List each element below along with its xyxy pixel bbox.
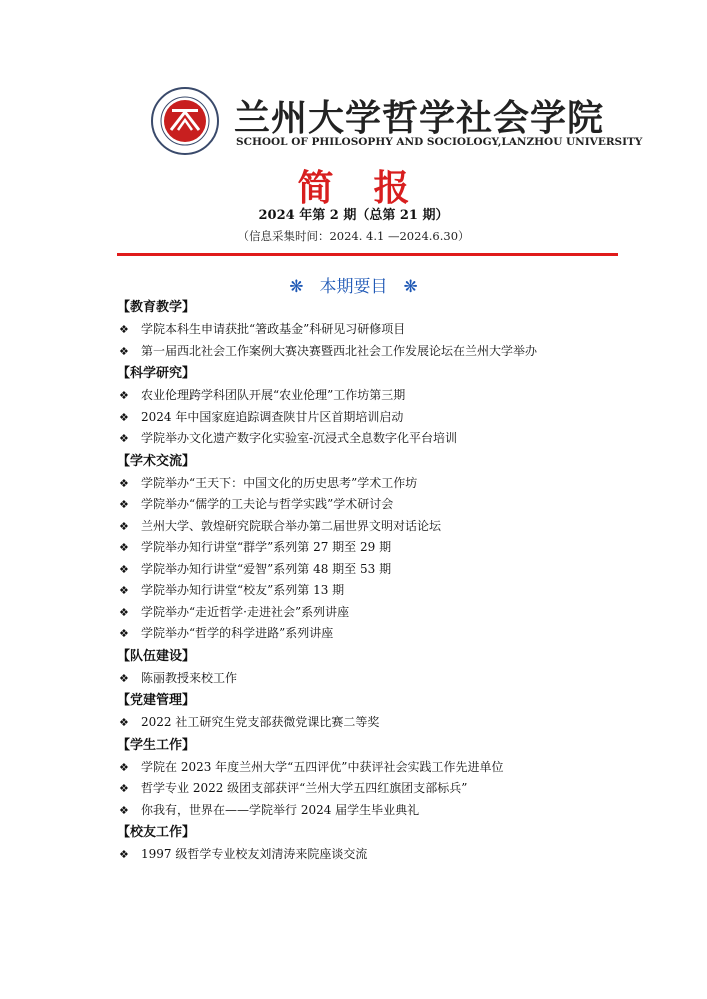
section-title: 【学术交流】 <box>117 453 196 469</box>
diamond-bullet-icon: ❖ <box>119 627 129 640</box>
list-item-text: 学院举办知行讲堂“群学”系列第 27 期至 29 期 <box>141 540 392 554</box>
list-item-text: 学院举办“王天下：中国文化的历史思考”学术工作坊 <box>141 475 418 490</box>
diamond-bullet-icon: ❖ <box>119 671 129 685</box>
list-item <box>117 537 637 559</box>
diamond-bullet-icon: ❖ <box>119 782 129 795</box>
list-item-text: 学院举办“哲学的科学进路”系列讲座 <box>141 626 334 640</box>
list-item-text: 2022 社工研究生党支部获微党课比赛二等奖 <box>141 715 380 729</box>
list-item-text: 学院本科生申请获批“箸政基金”科研见习研修项目 <box>141 322 406 336</box>
list-item <box>117 494 637 516</box>
list-item-text: 第一届西北社会工作案例大赛决赛暨西北社会工作发展论坛在兰州大学举办 <box>141 343 538 358</box>
list-item-text: 哲学专业 2022 级团支部获评“兰州大学五四红旗团支部标兵” <box>141 781 468 795</box>
diamond-bullet-icon: ❖ <box>119 498 129 511</box>
list-item <box>117 712 637 734</box>
section-title: 【教育教学】 <box>117 300 196 315</box>
diamond-bullet-icon: ❖ <box>119 584 129 597</box>
list-item <box>117 385 637 407</box>
section-title: 【校友工作】 <box>117 825 196 840</box>
toc-heading-text: 本期要目 <box>319 277 388 297</box>
diamond-bullet-icon: ❖ <box>119 323 129 336</box>
brief-title: 简报 <box>297 167 450 209</box>
list-item <box>117 580 637 602</box>
diamond-bullet-icon: ❖ <box>119 476 129 490</box>
list-item <box>117 668 637 690</box>
asterisk-icon: ❋ <box>403 277 418 297</box>
list-item <box>117 778 637 800</box>
diamond-bullet-icon: ❖ <box>119 803 129 817</box>
list-item-text: 农业伦理跨学科团队开展“农业伦理”工作坊第三期 <box>141 388 406 402</box>
list-item-text: 兰州大学、敦煌研究院联合举办第二届世界文明对话论坛 <box>141 518 442 533</box>
diamond-bullet-icon: ❖ <box>119 541 129 554</box>
section-title: 【队伍建设】 <box>117 648 196 664</box>
diamond-bullet-icon: ❖ <box>119 562 129 576</box>
section-title: 【学生工作】 <box>117 737 196 753</box>
diamond-bullet-icon: ❖ <box>119 432 129 445</box>
diamond-bullet-icon: ❖ <box>119 389 129 402</box>
list-item-text: 学院举办文化遗产数字化实验室-沉浸式全息数字化平台培训 <box>141 431 458 445</box>
toc-heading <box>0 272 707 297</box>
list-item <box>117 428 637 450</box>
list-item <box>117 473 637 495</box>
diamond-bullet-icon: ❖ <box>119 410 129 424</box>
diamond-bullet-icon: ❖ <box>119 344 129 358</box>
list-item <box>117 319 637 341</box>
school-name-english: SCHOOL OF PHILOSOPHY AND SOCIOLOGY,LANZHOU UNIVERSITY <box>236 136 643 148</box>
list-item <box>117 341 637 363</box>
list-item-text: 学院在 2023 年度兰州大学“五四评优”中获评社会实践工作先进单位 <box>141 759 504 774</box>
masthead <box>150 86 643 158</box>
school-logo <box>150 86 220 156</box>
list-item-text: 陈丽教授来校工作 <box>141 670 238 685</box>
list-item-text: 学院举办知行讲堂“校友”系列第 13 期 <box>141 583 345 597</box>
collection-period: （信息采集时间：2024. 4.1 —2024.6.30） <box>237 229 470 243</box>
list-item <box>117 800 637 822</box>
section-title: 【党建管理】 <box>117 693 196 708</box>
diamond-bullet-icon: ❖ <box>119 519 129 533</box>
diamond-bullet-icon: ❖ <box>119 716 129 729</box>
diamond-bullet-icon: ❖ <box>119 848 129 861</box>
list-item <box>117 516 637 538</box>
asterisk-icon: ❋ <box>289 277 304 297</box>
list-item <box>117 623 637 645</box>
list-item-text: 学院举办“儒学的工夫论与哲学实践”学术研讨会 <box>141 497 394 511</box>
list-item <box>117 602 637 624</box>
list-item <box>117 844 637 866</box>
diamond-bullet-icon: ❖ <box>119 760 129 774</box>
issue-number: 2024 年第 2 期（总第 21 期） <box>258 208 449 223</box>
list-item-text: 学院举办知行讲堂“爱智”系列第 48 期至 53 期 <box>141 561 392 576</box>
section-title: 【科学研究】 <box>117 366 196 381</box>
red-divider <box>117 253 618 256</box>
list-item <box>117 407 637 429</box>
list-item-text: 2024 年中国家庭追踪调查陕甘片区首期培训启动 <box>141 409 404 424</box>
list-item-text: 1997 级哲学专业校友刘清涛来院座谈交流 <box>141 847 368 861</box>
list-item-text: 你我有，世界在——学院举行 2024 届学生毕业典礼 <box>141 802 420 817</box>
list-item <box>117 559 637 581</box>
list-item <box>117 757 637 779</box>
diamond-bullet-icon: ❖ <box>119 605 129 619</box>
toc-list <box>117 296 637 866</box>
list-item-text: 学院举办“走近哲学·走进社会”系列讲座 <box>141 604 350 619</box>
school-name-chinese: 兰州大学哲学社会学院 <box>234 97 605 139</box>
